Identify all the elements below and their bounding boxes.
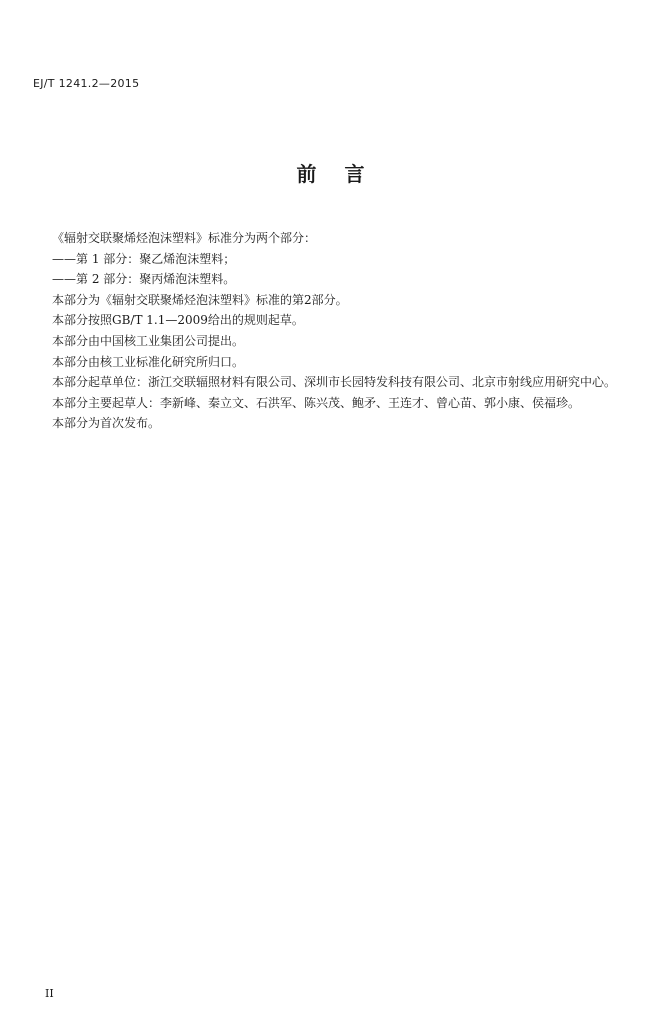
page-title: 前言 [296, 162, 393, 186]
paragraph-drafting-rules: 本部分按照GB/T 1.1—2009给出的规则起草。 [52, 313, 304, 328]
paragraph-proposer: 本部分由中国核工业集团公司提出。 [52, 333, 245, 348]
paragraph-administrator: 本部分由核工业标准化研究所归口。 [52, 354, 245, 369]
paragraph-drafters: 本部分主要起草人：李新峰、秦立文、石洪军、陈兴茂、鲍矛、王连才、曾心苗、郭小康、侯福珍。 [52, 395, 581, 410]
paragraph-part1: ——第 1 部分：聚乙烯泡沫塑料； [52, 251, 236, 266]
page-number: II [45, 987, 54, 1000]
paragraph-drafting-units: 本部分起草单位：浙江交联辐照材料有限公司、深圳市长园特发科技有限公司、北京市射线应用研究中心。 [52, 375, 617, 390]
paragraph-scope: 本部分为《辐射交联聚烯烃泡沫塑料》标准的第2部分。 [52, 292, 348, 307]
paragraph-intro: 《辐射交联聚烯烃泡沫塑料》标准分为两个部分： [52, 231, 317, 245]
foreword-body [30, 228, 636, 434]
standard-code: EJ/T 1241.2—2015 [33, 77, 140, 90]
paragraph-first-release: 本部分为首次发布。 [52, 416, 161, 431]
paragraph-part2: ——第 2 部分：聚丙烯泡沫塑料。 [52, 272, 236, 287]
